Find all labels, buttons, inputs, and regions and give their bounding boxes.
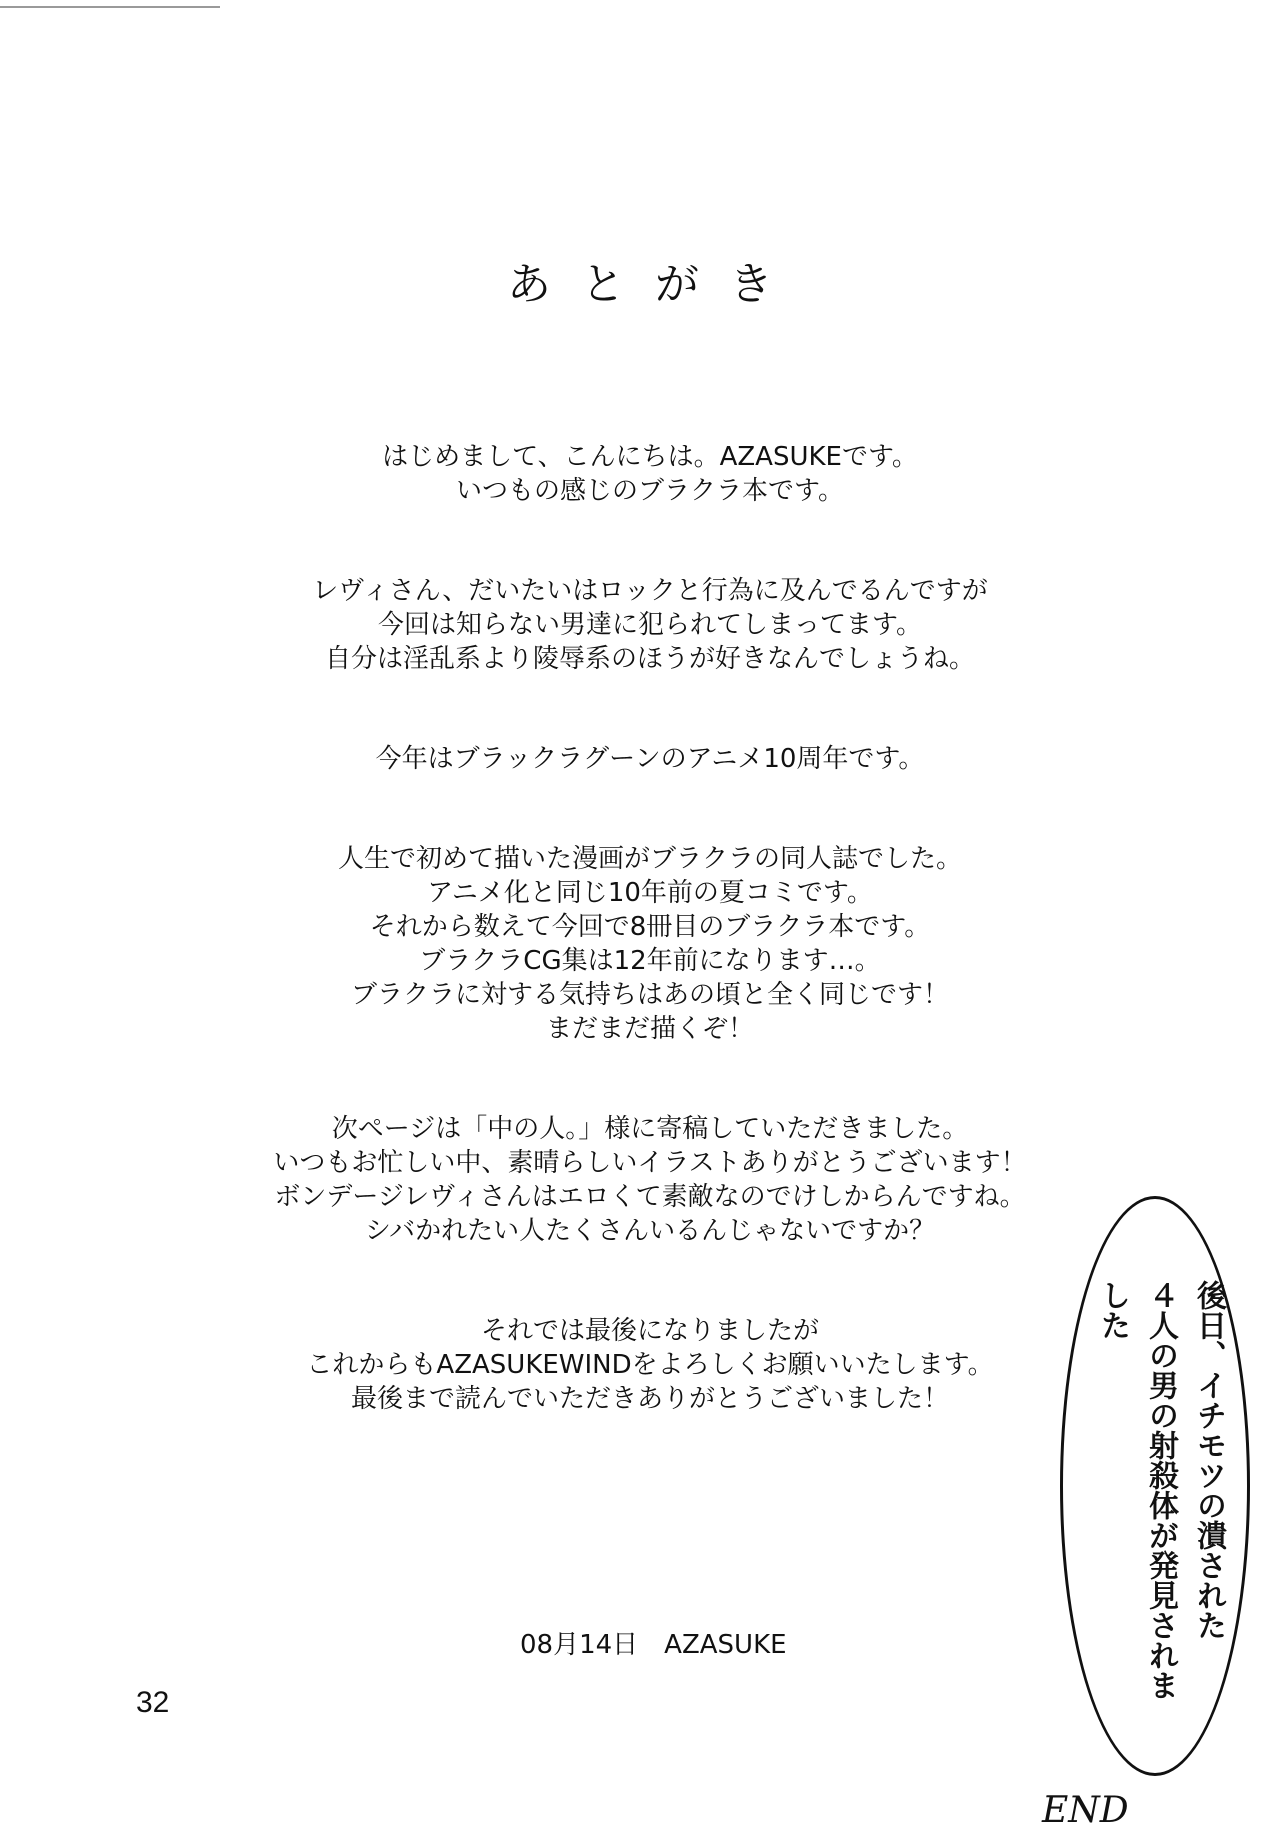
text-line: これからもAZASUKEWINDをよろしくお願いいたします。 bbox=[306, 1350, 994, 1380]
paragraph-anniversary bbox=[240, 742, 1060, 776]
paragraph-history bbox=[240, 842, 1060, 1046]
balloon-line: ４人の男の射殺体が発見されました bbox=[1095, 1280, 1178, 1700]
text-line: 最後まで読んでいただきありがとうございました！ bbox=[350, 1384, 949, 1414]
text-line: それから数えて今回で8冊目のブラクラ本です。 bbox=[369, 912, 931, 942]
text-line: レヴィさん、だいたいはロックと行為に及んでるんですが bbox=[312, 576, 988, 606]
text-line: ブラクラCG集は12年前になります…。 bbox=[419, 946, 881, 976]
page-title: あとがき bbox=[507, 259, 803, 310]
signature-date-author: 08月14日 AZASUKE bbox=[520, 1630, 787, 1660]
text-line: シバかれたい人たくさんいるんじゃないですか？ bbox=[364, 1216, 936, 1246]
paragraph-story bbox=[240, 574, 1060, 676]
text-line: はじめまして、こんにちは。AZASUKEです。 bbox=[382, 442, 918, 472]
text-line: まだまだ描くぞ！ bbox=[545, 1014, 754, 1044]
paragraph-closing bbox=[240, 1314, 1060, 1416]
text-line: 次ページは「中の人。」様に寄稿していただきました。 bbox=[331, 1114, 969, 1144]
text-line: 今回は知らない男達に犯られてしまってます。 bbox=[378, 610, 922, 640]
text-line: いつもの感じのブラクラ本です。 bbox=[456, 476, 844, 506]
text-line: ブラクラに対する気持ちはあの頃と全く同じです！ bbox=[350, 980, 949, 1010]
text-line: アニメ化と同じ10年前の夏コミです。 bbox=[427, 878, 873, 908]
text-line: 人生で初めて描いた漫画がブラクラの同人誌でした。 bbox=[337, 844, 962, 874]
paragraph-guest bbox=[240, 1112, 1060, 1248]
balloon-line: 後日、イチモツの潰された bbox=[1191, 1280, 1226, 1640]
page-number: 32 bbox=[136, 1686, 170, 1719]
text-line: 今年はブラックラグーンのアニメ10周年です。 bbox=[375, 744, 925, 774]
text-line: ボンデージレヴィさんはエロくて素敵なのでけしからんですね。 bbox=[274, 1182, 1026, 1212]
afterword-body bbox=[240, 440, 1060, 1482]
text-line: 自分は淫乱系より陵辱系のほうが好きなんでしょうね。 bbox=[324, 644, 975, 674]
top-rule bbox=[0, 6, 220, 8]
end-mark: END bbox=[1042, 1790, 1129, 1831]
balloon-text bbox=[1082, 1280, 1232, 1720]
text-line: それでは最後になりましたが bbox=[480, 1316, 819, 1346]
text-line: いつもお忙しい中、素晴らしいイラストありがとうございます！ bbox=[273, 1148, 1027, 1178]
paragraph-greeting bbox=[240, 440, 1060, 508]
